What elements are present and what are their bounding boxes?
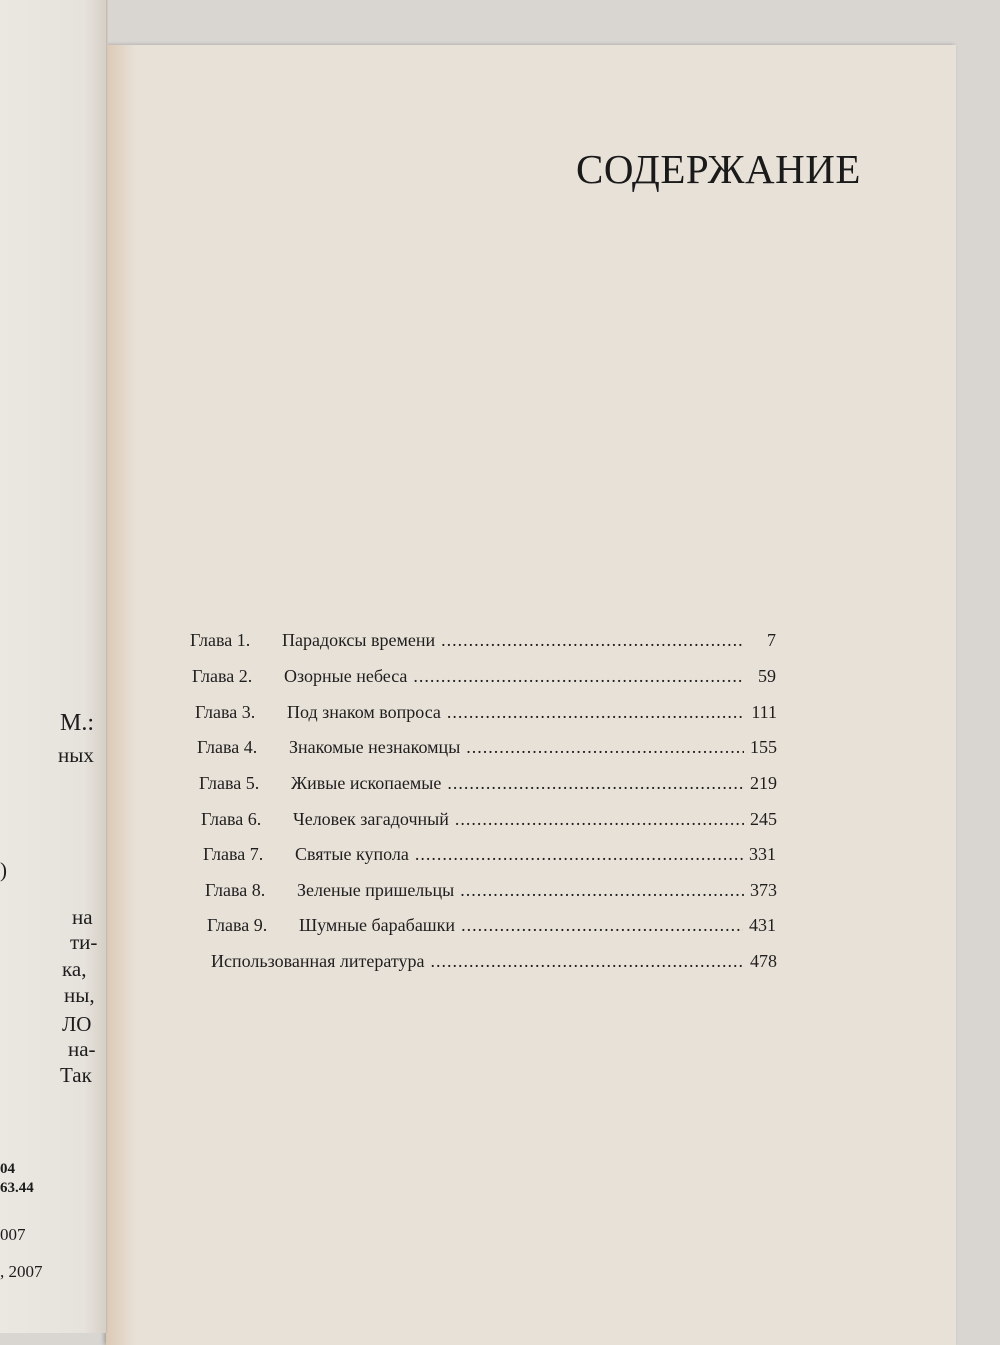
toc-row (190, 630, 776, 651)
toc-row (211, 951, 777, 972)
toc-title: Под знаком вопроса (287, 702, 441, 722)
toc-leader (447, 702, 745, 723)
left-text: ЛО (62, 1012, 92, 1036)
toc-row (205, 880, 777, 901)
toc-row (195, 702, 777, 723)
toc-leader (430, 951, 744, 972)
toc-page: 431 (749, 915, 776, 935)
left-text: на (72, 905, 93, 929)
toc-row (201, 809, 777, 830)
right-page (106, 45, 956, 1345)
toc-chapter: Глава 8. (205, 880, 266, 900)
toc-leader (447, 773, 744, 794)
left-text: , 2007 (0, 1262, 43, 1281)
toc-leader (466, 737, 744, 758)
toc-leader (415, 844, 743, 865)
left-text: 007 (0, 1225, 26, 1244)
left-text: ка, (62, 957, 87, 981)
toc-page: 219 (750, 773, 777, 793)
left-text: Так (60, 1063, 92, 1087)
toc-page: 7 (767, 630, 776, 650)
left-text: на- (68, 1037, 96, 1061)
toc-title: Использованная литература (211, 951, 425, 971)
toc-leader (460, 880, 744, 901)
toc-title: Зеленые пришельцы (297, 880, 455, 900)
toc-chapter: Глава 6. (201, 809, 262, 829)
left-text: 63.44 (0, 1180, 34, 1196)
toc-page: 59 (758, 666, 776, 686)
toc-row (199, 773, 777, 794)
toc-page: 331 (749, 844, 776, 864)
toc-leader (455, 809, 744, 830)
left-text: ны, (64, 983, 95, 1007)
toc-page: 155 (750, 737, 777, 757)
toc-page: 245 (750, 809, 777, 829)
toc-leader (441, 630, 744, 651)
toc-title: Озорные небеса (284, 666, 408, 686)
toc-title: Парадоксы времени (282, 630, 436, 650)
toc-row (207, 915, 776, 936)
left-text: ти- (70, 930, 98, 954)
toc-chapter: Глава 2. (192, 666, 253, 686)
toc-chapter: Глава 1. (190, 630, 251, 650)
toc-title: Человек загадочный (293, 809, 449, 829)
toc-chapter: Глава 3. (195, 702, 256, 722)
toc-row (197, 737, 777, 758)
page-title: СОДЕРЖАНИЕ (576, 146, 861, 192)
left-text: М.: (60, 710, 95, 736)
left-page (0, 0, 106, 1333)
toc-chapter: Глава 5. (199, 773, 260, 793)
toc-page: 478 (750, 951, 777, 971)
toc-title: Живые ископаемые (291, 773, 442, 793)
left-text: 04 (0, 1161, 15, 1177)
toc-chapter: Глава 4. (197, 737, 258, 757)
toc-chapter: Глава 9. (207, 915, 268, 935)
toc-page: 373 (750, 880, 777, 900)
toc-title: Знакомые незнакомцы (289, 737, 461, 757)
toc-title: Святые купола (295, 844, 409, 864)
toc-leader (413, 666, 744, 687)
toc-chapter: Глава 7. (203, 844, 264, 864)
left-text: ных (58, 743, 94, 767)
toc-row (192, 666, 776, 687)
toc-title: Шумные барабашки (299, 915, 456, 935)
left-text: ) (0, 858, 7, 882)
toc-row (203, 844, 776, 865)
toc-page: 111 (751, 702, 777, 722)
toc-leader (461, 915, 743, 936)
